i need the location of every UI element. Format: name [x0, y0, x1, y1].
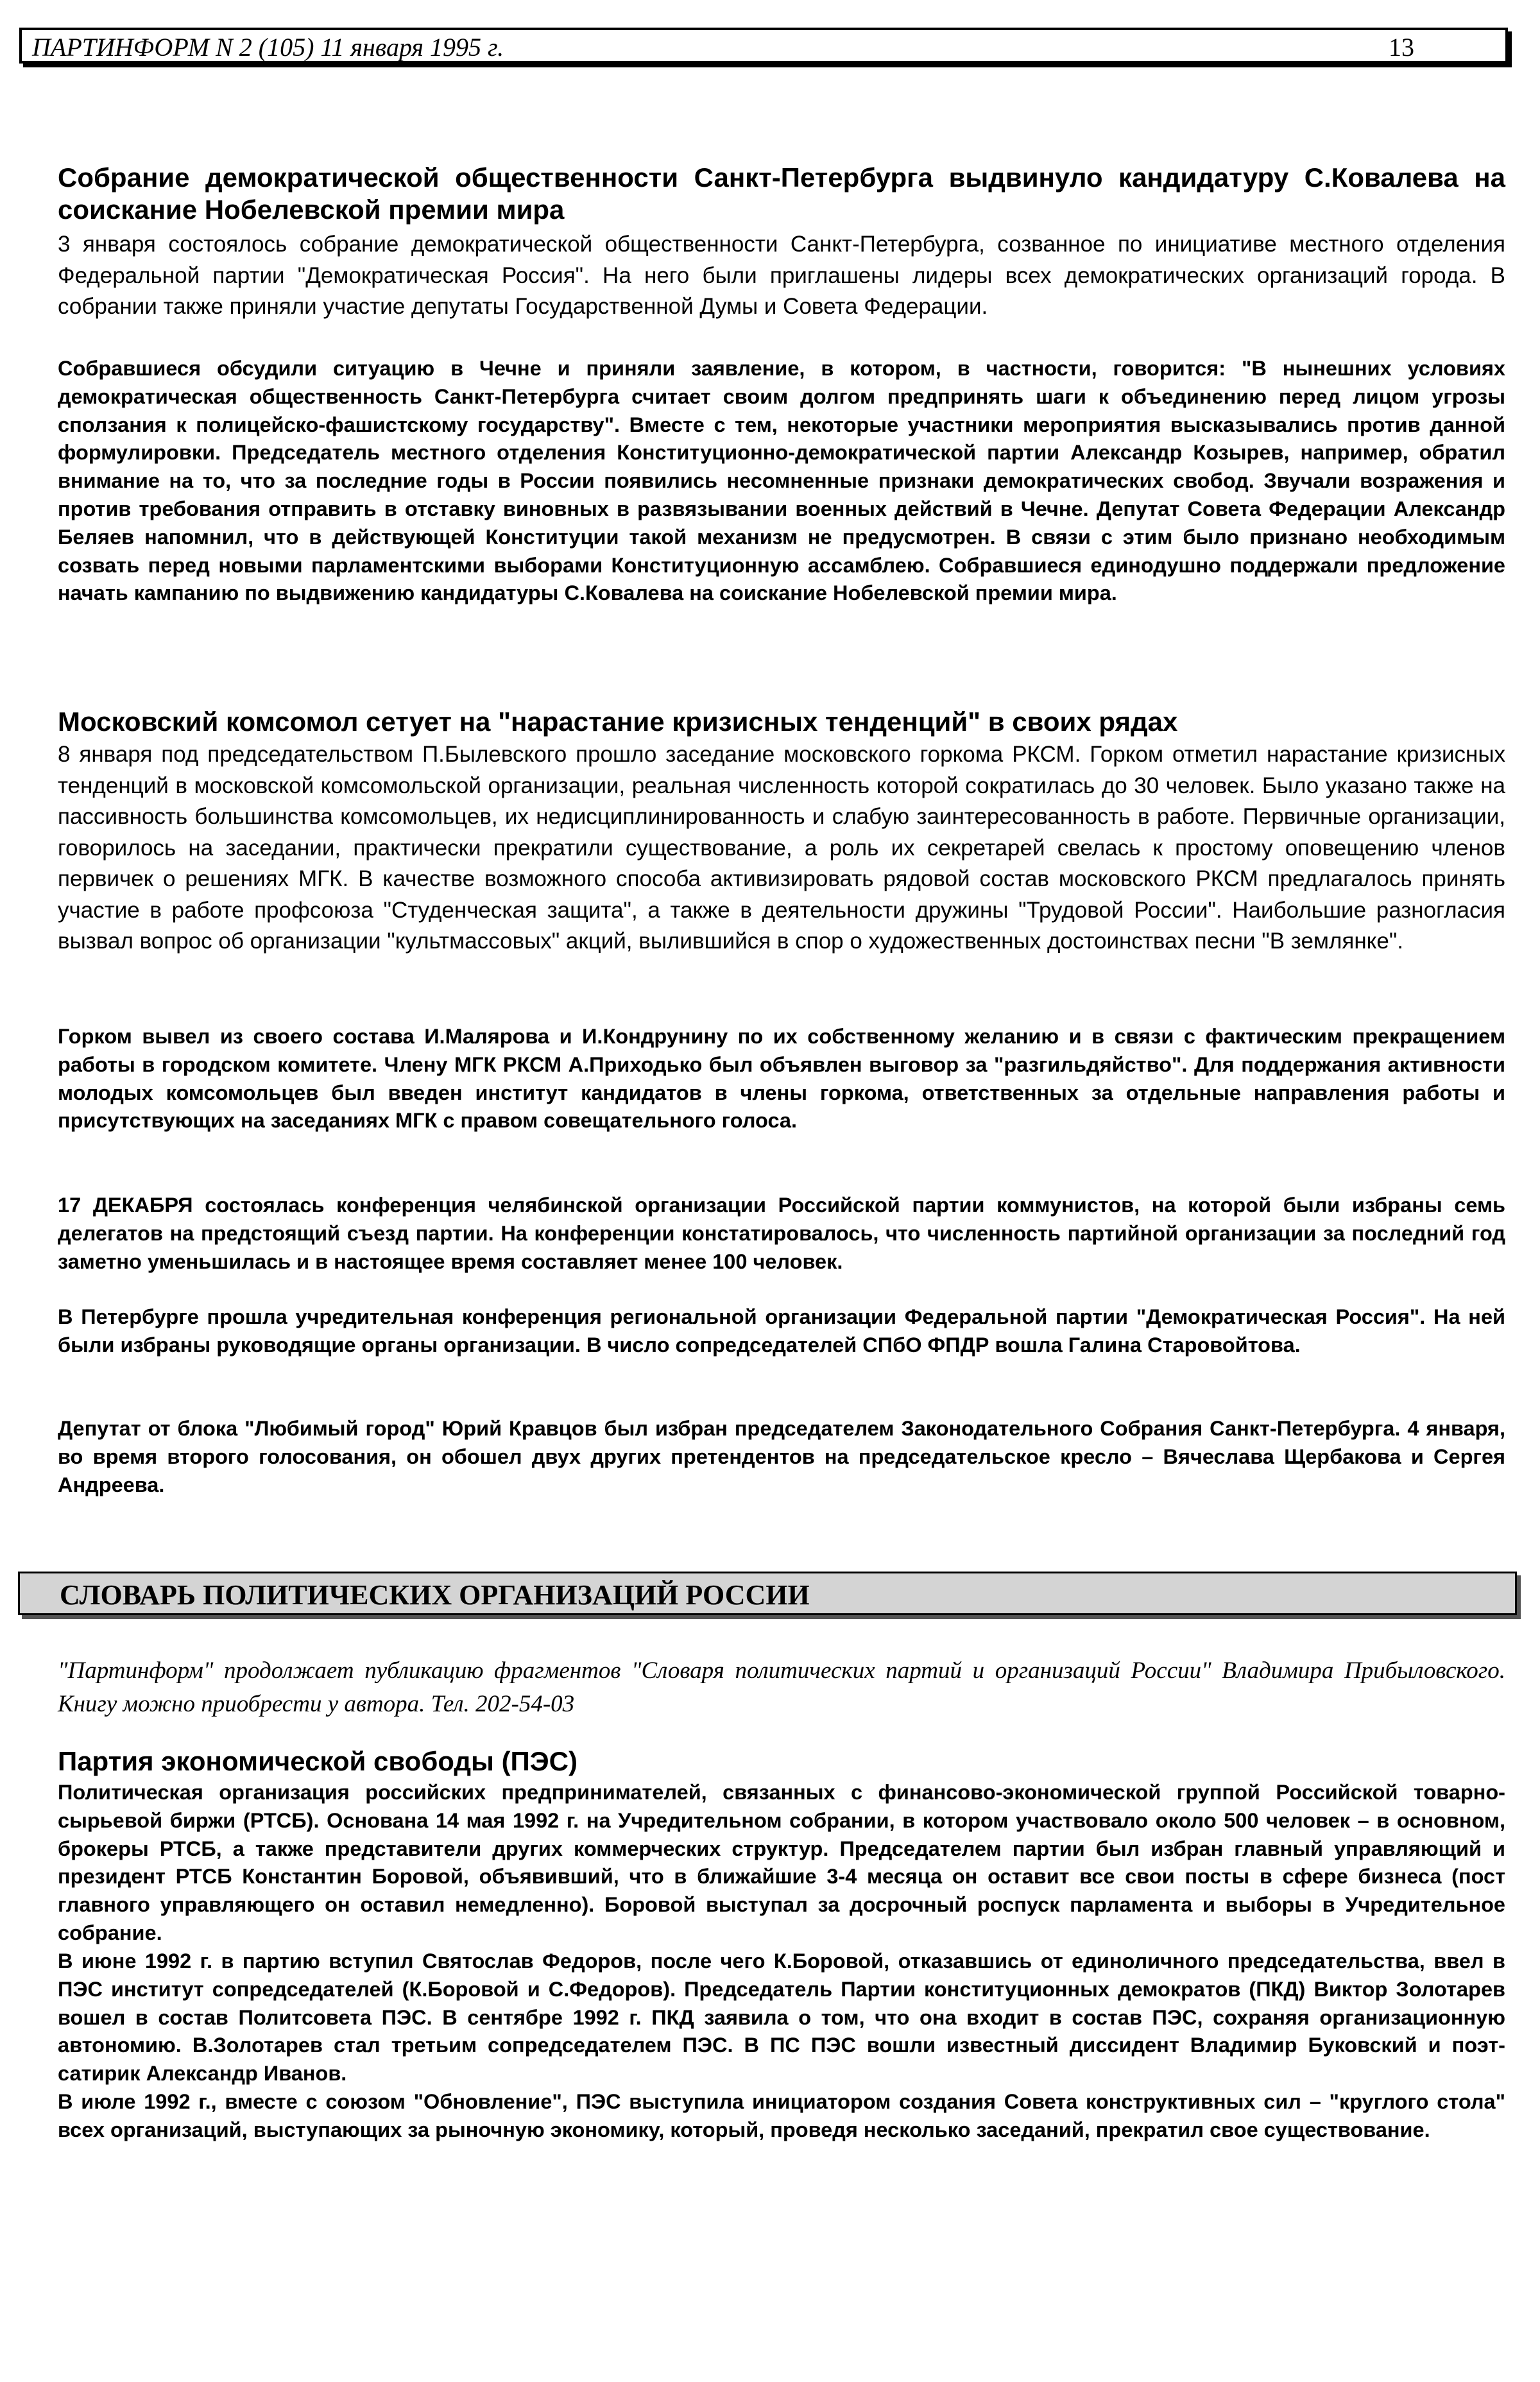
article-paragraph: Политическая организация российских предпринимателей, связанных с финансово-экономической группой Российской товарно-сырьевой биржи (РТСБ). Основана 14 мая 1992 г. на Учредительном собрании, в котором участвовало около 500 человек – в основном, брокеры РТСБ, а также представители других коммерческих структур. Председателем партии был избран главный управляющий и президент РТСБ Константин Боровой, объявивший, что в ближайшие 3-4 месяца он оставит все свои посты в сфере бизнеса (пост главного управляющего он оставил немедленно). Боровой выступал за досрочный роспуск парламента и выборы в Учредительное собрание.	[58, 1781, 1505, 1944]
page-number: 13	[1389, 33, 1414, 62]
section-banner	[18, 1572, 1517, 1615]
article-paragraph: Собравшиеся обсудили ситуацию в Чечне и приняли заявление, в котором, в частности, говорится: "В нынешних условиях демократическая общественность Санкт-Петербурга считает своим долгом предпринять шаги к объединению перед лицом угрозы сползания к полицейско-фашистскому государству". Вместе с тем, некоторые участники мероприятия высказывались против данной формулировки. Председатель местного отделения Конституционно-демократической партии Александр Козырев, например, обратил внимание на то, что за последние годы в России появились несомненные признаки демократических свобод. Звучали возражения и против требования отправить в отставку виновных в развязывании военных действий в Чечне. Депутат Совета Федерации Александр Беляев напомнил, что в действующей Конституции такой механизм не предусмотрен. В связи с этим было признано необходимым созвать перед новыми парламентскими выборами Конституционную ассамблею. Собравшиеся единодушно поддержали предложение начать кампанию по выдвижению кандидатуры С.Ковалева на соискание Нобелевской премии мира.	[58, 357, 1505, 605]
publication-title: ПАРТИНФОРМ N 2 (105) 11 января 1995 г.	[32, 33, 504, 62]
news-note: 17 ДЕКАБРЯ состоялась конференция челябинской организации Российской партии коммунистов, на которой были избраны семь делегатов на предстоящий съезд партии. На конференции констатировалось, что численность партийной организации за последний год заметно уменьшилась и в настоящее время составляет менее 100 человек.	[58, 1194, 1505, 1273]
page-header	[19, 28, 1508, 64]
section-intro: "Партинформ" продолжает публикацию фрагментов "Словаря политических партий и организаций России" Владимира Прибыловского. Книгу можно приобрести у автора. Тел. 202-54-03	[58, 1658, 1505, 1717]
section-title: СЛОВАРЬ ПОЛИТИЧЕСКИХ ОРГАНИЗАЦИЙ РОССИИ	[60, 1579, 810, 1611]
article-paragraph: 8 января под председательством П.Былевского прошло заседание московского горкома РКСМ. Горком отметил нарастание кризисных тенденций в московской комсомольской организации, реальная численность которой сократилась до 30 человек. Было указано также на пассивность большинства комсомольцев, их недисциплинированность и слабую заинтересованность в работе. Первичные организации, говорилось на заседании, практически прекратили существование, а роль их секретарей свелась к простому оповещению членов первичек о решениях МГК. В качестве возможного способа активизировать рядовой состав московского РКСМ предлагалось принять участие в работе профсоюза "Студенческая защита", а также в деятельности дружины "Трудовой России". Наибольшие разногласия вызвал вопрос об организации "культмассовых" акций, вылившийся в спор о художественных достоинствах песни "В землянке".	[58, 742, 1505, 954]
article-title: Партия экономической свободы (ПЭС)	[58, 1746, 578, 1776]
article-paragraph: Горком вывел из своего состава И.Малярова и И.Кондрунину по их собственному желанию и в связи с фактическим прекращением работы в городском комитете. Члену МГК РКСМ А.Приходько был объявлен выговор за "разгильдяйство". Для поддержания активности молодых комсомольцев был введен институт кандидатов в члены горкома, ответственных за отдельные направления работы и присутствующих на заседаниях МГК с правом совещательного голоса.	[58, 1025, 1505, 1133]
article-paragraph: В июле 1992 г., вместе с союзом "Обновление", ПЭС выступила инициатором создания Совета конструктивных сил – "круглого стола" всех организаций, выступающих за рыночную экономику, который, проведя несколько заседаний, прекратил свое существование.	[58, 2090, 1505, 2141]
article-paragraph: 3 января состоялось собрание демократической общественности Санкт-Петербурга, созванное по инициативе местного отделения Федеральной партии "Демократическая Россия". На него были приглашены лидеры всех демократических организаций города. В собрании также приняли участие депутаты Государственной Думы и Совета Федерации.	[58, 232, 1505, 319]
article-title: Собрание демократической общественности Санкт-Петербурга выдвинуло кандидатуру С.Ковалева на соискание Нобелевской премии мира	[58, 162, 1505, 225]
news-note: В Петербурге прошла учредительная конференция региональной организации Федеральной партии "Демократическая Россия". На ней были избраны руководящие органы организации. В число сопредседателей СПбО ФПДР вошла Галина Старовойтова.	[58, 1305, 1505, 1357]
article-paragraph: В июне 1992 г. в партию вступил Святослав Федоров, после чего К.Боровой, отказавшись от единоличного председательства, ввел в ПЭС институт сопредседателей (К.Боровой и С.Федоров). Председатель Партии конституционных демократов (ПКД) Виктор Золотарев вошел в состав Политсовета ПЭС. В сентябре 1992 г. ПКД заявила о том, что она входит в состав ПЭС, сохраняя организационную автономию. В.Золотарев стал третьим сопредседателем ПЭС. В ПС ПЭС вошли известный диссидент Владимир Буковский и поэт-сатирик Александр Иванов.	[58, 1949, 1505, 2086]
news-note: Депутат от блока "Любимый город" Юрий Кравцов был избран председателем Законодательного Собрания Санкт-Петербурга. 4 января, во время второго голосования, он обошел двух других претендентов на председательское кресло – Вячеслава Щербакова и Сергея Андреева.	[58, 1417, 1505, 1496]
article-title: Московский комсомол сетует на "нарастание кризисных тенденций" в своих рядах	[58, 707, 1178, 737]
